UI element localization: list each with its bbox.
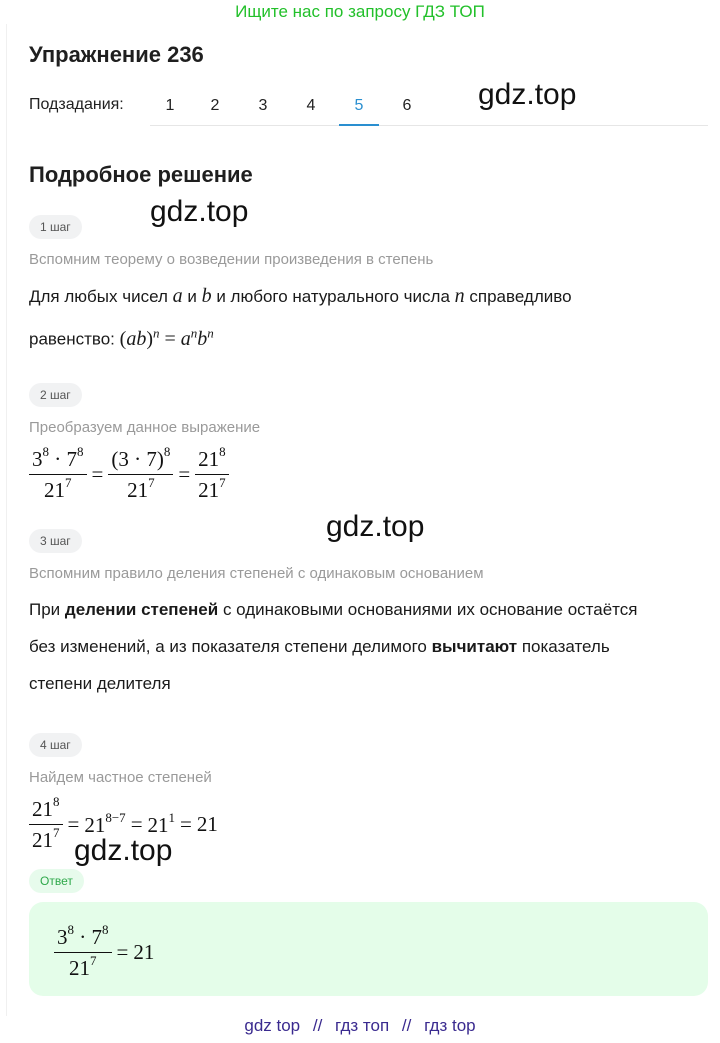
step-badge: 3 шаг (29, 529, 82, 553)
watermark: gdz.top (150, 195, 249, 228)
answer-box (29, 902, 708, 996)
subtasks-label: Подзадания: (29, 96, 124, 113)
exercise-title: Упражнение 236 (29, 42, 204, 67)
footer-link[interactable]: гдз top (424, 1016, 476, 1035)
subtask-tab-6[interactable]: 6 (402, 97, 412, 114)
step-hint: Найдем частное степеней (29, 769, 212, 786)
footer-link[interactable]: гдз топ (335, 1016, 390, 1035)
subtasks-tabs (150, 85, 708, 126)
subtask-tab-2[interactable]: 2 (210, 97, 220, 114)
step-badge: 1 шаг (29, 215, 82, 239)
step-text: При делении степеней с одинаковыми основаниями их основание остаётся (29, 600, 638, 619)
subtask-tab-3[interactable]: 3 (258, 97, 268, 114)
subtask-tab-5[interactable]: 5 (339, 85, 379, 126)
step-formula: $\frac{3^8 \cdot 7^8}{21^7}$ = $\frac{(3 \cdot 7)^8}{21^7}$ = $\frac{21^8}{21^7}$ (29, 446, 229, 503)
search-hint-banner: Ищите нас по запросу ГДЗ ТОП (235, 2, 485, 21)
step-hint: Вспомним правило деления степеней с одинаковым основанием (29, 565, 484, 582)
footer-separator: // (312, 1016, 323, 1035)
step-hint: Преобразуем данное выражение (29, 419, 261, 436)
step-badge: 4 шаг (29, 733, 82, 757)
footer-links (0, 1016, 720, 1036)
step-text: степени делителя (29, 674, 171, 693)
answer-badge: Ответ (29, 869, 84, 893)
subtask-tab-4[interactable]: 4 (306, 97, 316, 114)
watermark: gdz.top (478, 78, 577, 111)
step-hint: Вспомним теорему о возведении произведения в степень (29, 251, 434, 268)
solution-title: Подробное решение (29, 162, 253, 187)
footer-separator: // (401, 1016, 412, 1035)
watermark: gdz.top (74, 834, 173, 867)
answer-formula: $\frac{3^8 \cdot 7^8}{21^7}$ = 21 (54, 924, 154, 981)
watermark: gdz.top (326, 510, 425, 543)
footer-link[interactable]: gdz top (244, 1016, 301, 1035)
step-formula: $\frac{21^8}{21^7}$ = $21^{8-7}$ = $21^1$ = 21 (29, 796, 218, 853)
step-text: равенство: $(ab)^n = a^nb^n$ (29, 325, 214, 350)
subtask-tab-1[interactable]: 1 (165, 97, 175, 114)
step-badge: 2 шаг (29, 383, 82, 407)
step-text: Для любых чисел a и b и любого натурального числа n справедливо (29, 285, 572, 307)
step-text: без изменений, а из показателя степени делимого вычитают показатель (29, 637, 610, 656)
